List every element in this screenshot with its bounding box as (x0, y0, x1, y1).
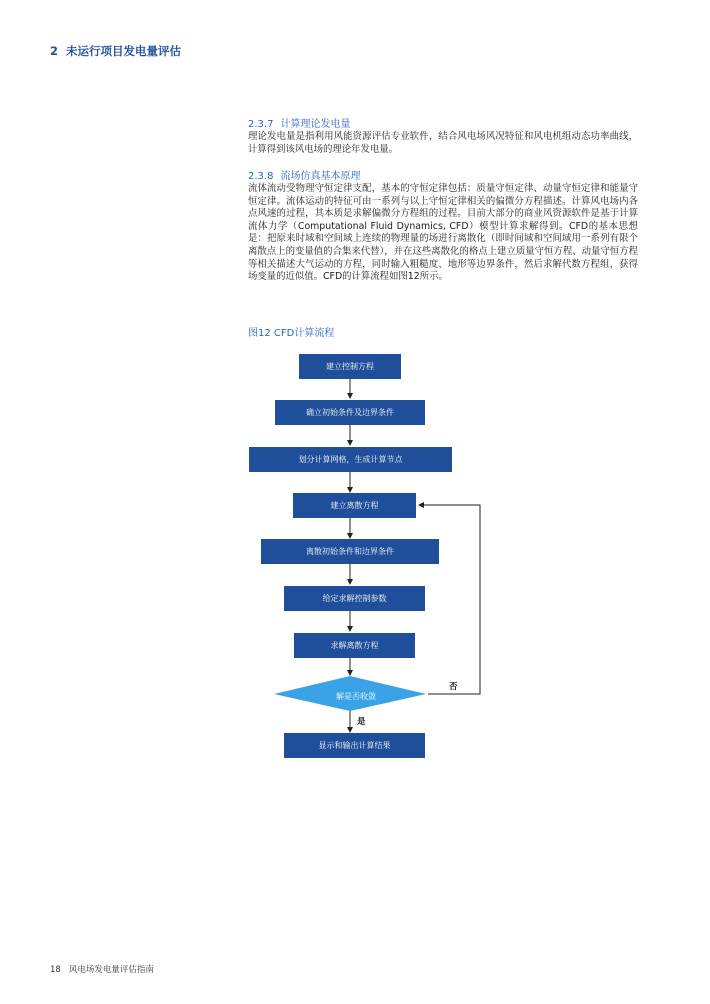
flow-step-6: 给定求解控制参数 (284, 586, 425, 611)
page-footer (50, 963, 154, 975)
chapter-number: 2 (50, 44, 59, 58)
flow-step-1: 建立控制方程 (299, 354, 401, 379)
yes-branch-label: 是 (357, 717, 366, 727)
flow-step-3: 划分计算网格，生成计算节点 (249, 447, 452, 472)
flow-step-final: 显示和输出计算结果 (284, 733, 425, 758)
section-number: 2.3.7 (248, 119, 274, 130)
section-title: 流场仿真基本原理 (280, 171, 361, 182)
no-branch-label: 否 (449, 682, 458, 692)
flow-step-4: 建立离散方程 (293, 493, 416, 518)
decision-label: 解是否收敛 (336, 691, 376, 701)
section-number: 2.3.8 (248, 171, 274, 182)
flow-step-5: 离散初始条件和边界条件 (261, 539, 439, 564)
footer-doc-title: 风电场发电量评估指南 (68, 965, 154, 975)
flow-step-7: 求解离散方程 (294, 633, 415, 658)
section-body: 流体流动受物理守恒定律支配，基本的守恒定律包括：质量守恒定律、动量守恒定律和能量守恒定律。流体运动的特征可由一系列与以上守恒定律相关的偏微分方程描述。计算风电场内各点风速的过程，其本质是求解偏微分方程组的过程。目前大部分的商业风资源软件是基于计算流体力学（Computational Fluid Dynamics, CFD）模型计算求解得到。CFD的基本思想是：把原来时域和空间域上连续的物理量的场进行离散化（即时间域和空间域用一系列有限个离散点上的变量值的合集来代替），并在这些离散化的格点上建立质量守恒方程、动量守恒方程等相关描述大气运动的方程，同时输入粗糙度、地形等边界条件，然后求解代数方程组，获得场变量的近似值。CFD的计算流程如图12所示。 (248, 183, 638, 283)
section-body: 理论发电量是指利用风能资源评估专业软件，结合风电场风况特征和风电机组动态功率曲线，计算得到该风电场的理论年发电量。 (248, 131, 638, 155)
page-number: 18 (50, 965, 61, 975)
flow-step-2: 确立初始条件及边界条件 (275, 400, 425, 425)
arrow-no-loop (419, 505, 480, 694)
chapter-title: 未运行项目发电量评估 (66, 44, 182, 58)
section-title: 计算理论发电量 (280, 119, 351, 130)
figure-caption: 图12 CFD计算流程 (248, 328, 335, 339)
